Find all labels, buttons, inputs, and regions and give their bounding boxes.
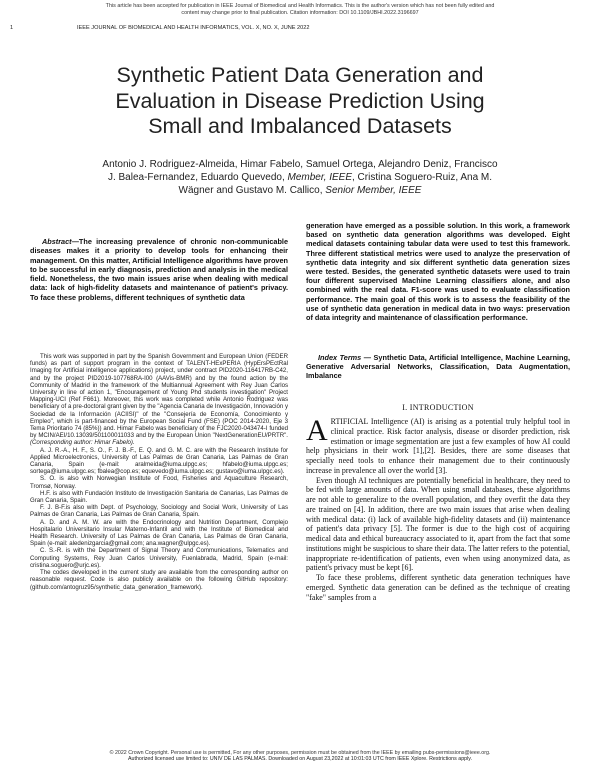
page-number: 1: [10, 25, 14, 31]
index-terms-label: Index Terms: [318, 353, 362, 362]
senior-member-ieee: Senior Member, IEEE: [325, 185, 422, 196]
authors-line3: [50, 184, 550, 197]
corresponding-author: (Corresponding author: Himar Fabelo).: [30, 439, 135, 447]
intro-paragraph-1-text: RTIFICIAL Intelligence (AI) is arising as a potential truly helpful tool in clinical practice. Risk factor analysis, disease or disorder prediction, risk estimation or image segmentation are just a few examples of how AI could help physicians in their work [1],[2]. Besides, there are some diseases that specially need tools to enhance their management due to their continuously increase in prevalence all over the world [3].: [306, 417, 570, 475]
section-heading-introduction: I. INTRODUCTION: [402, 403, 474, 412]
abstract-text-left: —The increasing prevalence of chronic non-communicable diseases makes it a priority to develop tools for enhancing their management. On this matter, Artificial Intelligence algorithms have proven to be successful in early diagnosis, prediction and analysis in the medical field. Nonetheless, the two main issues arise when dealing with medical data: lack of high-fidelity datasets and maintenance of patient's privacy. To face these problems, different techniques of synthetic data: [30, 237, 288, 302]
abstract-label: Abstract: [42, 237, 72, 246]
authors-line2: [50, 171, 550, 184]
abstract-text-right: generation have emerged as a possible solution. In this work, a framework based on synthetic data generation algorithms was developed. Eight medical datasets containing tabular data were used to test this framework. Three different statistical metrics were used to analyze the preservation of synthetic data integrity and six different synthetic data generation sizes were tested. Besides, the generated synthetic datasets were used to train four different supervised Machine Learning classifiers alone, and also combined with the real data. F1-score was used to evaluate classification performance. The main goal of this work is to assess the feasibility of the use of synthetic data generation in medical data in two ways: preservation of data integrity and maintenance of classification performance.: [306, 221, 570, 323]
affiliation-6: C. S.-R. is with the Department of Signal Theory and Communications, Telematics and Computing Systems, Rey Juan Carlos University, Fuenlabrada, Madrid, Spain (e-mail: cristina.soguero@urjc.es).: [30, 547, 288, 569]
authors-line3-a: Wägner and Gustavo M. Callico,: [178, 185, 326, 196]
intro-paragraph-2: Even though AI techniques are potentially beneficial in healthcare, they need to be fed with large amounts of data. When using small databases, these algorithms are not able to generalize to the overall population, and they overfit the data they are trained on [4]. In addition, there are two main issues that arise when dealing with medical data: (i) lack of available high-fidelity datasets and (ii) maintenance of patient's data privacy [5]. The former is due to the high cost of acquiring medical data and ethical bureaucracy associated to it, apart from the fact that some institutions might be suspicious to share their data. The latter refers to the potential, inappropriate re-identification of patients, even when using anonymized data, as patient's privacy must be kept [6].: [306, 475, 570, 573]
drop-cap: A: [306, 414, 328, 447]
abstract-right: [306, 221, 570, 322]
authors-line1: Antonio J. Rodriguez-Almeida, Himar Fabelo, Samuel Ortega, Alejandro Deniz, Francisco: [102, 159, 498, 170]
affiliation-1: A. J. R.-A., H. F., S. O., F. J. B.-F., E. Q. and G. M. C. are with the Research Institute for Applied Microelectronics, University of Las Palmas de Gran Canaria, Las Palmas de Gran Canaria, Spain (e-mail: aralmeida@iuma.ulpgc.es; hfabelo@iuma.ulpgc.es; sortega@iuma.ulpgc.es; fbalea@cop.es; equevedo@iuma.ulpgc.es; gustavo@iuma.ulpgc.es).: [30, 446, 288, 476]
prepublication-notice-line1: This article has been accepted for publication in IEEE Journal of Biomedical and Health Informatics. This is the author's version which has not been fully edited and: [105, 3, 495, 9]
abstract-left: [30, 237, 288, 302]
index-terms-text: — Synthetic Data, Artificial Intelligence, Machine Learning, Generative Adversarial Networks, Classification, Data Augmentation, Imbalance: [306, 353, 570, 381]
code-availability: The codes developed in the current study are available from the corresponding author on reasonable request. Code is also publicly available on the following GitHub repository: (github.com/antogruz95/synthetic_data_generation_framework).: [30, 569, 288, 591]
page-footer: [0, 750, 600, 763]
title-line2: Evaluation in Disease Prediction Using: [115, 88, 485, 113]
affiliation-3: H.F. is also with Fundación Instituto de Investigación Sanitaria de Canarias, Las Palmas de Gran Canaria, Spain.: [30, 489, 288, 505]
copyright-line: © 2022 Crown Copyright. Personal use is permitted, For any other purposes, permission must be obtained from the IEEE by emailing pubs-permissions@ieee.org.: [109, 750, 491, 756]
funding-text: This work was supported in part by the Spanish Government and European Union (FEDER funds) as part of support program in the context of TALENT-HExPERIA (HypErsPEctRal Imaging for Artificial intelligence applications) project, under contract PID2020-116417RB-C42, and by the project PID2019-107768RA-I00 (AAVis-BMR) and by the found action by the Community of Madrid in the framework of the Multiannual Agreement with Rey Juan Carlos University in line of action 1, "Encouragement of Young Phd students investigation" Project Mapping-UCI (Ref F661). Moreover, this work was completed while Antonio Rodriguez was beneficiary of a pre-doctoral grant given by the "Agencia Canaria de Investigación, Innovación y Sociedad de la Información (ACIISI)" of the "Consejería de Economía, Conocimiento y Empleo", which is part-financed by the European Social Fund (FSE) (POC 2014-2020, Eje 3 Tema Prioritario 74 (85%)) and. Himar Fabelo was beneficiary of the FJC2020-043474-I funded by MCIN/AEI/10.13039/501100011033 and by the European Union "NextGenerationEU/PRTR".: [30, 353, 288, 440]
intro-paragraph-3: To face these problems, different synthetic data generation techniques have emerged. Synthetic data generation can be defined as the technique of creating "fake" samples from a: [306, 573, 570, 602]
index-terms: [306, 353, 570, 381]
member-ieee: Member, IEEE: [287, 172, 352, 183]
funding-paragraph: [30, 353, 288, 447]
introduction-body: [306, 414, 570, 602]
authors-line2-b: , Cristina Soguero-Ruiz, Ana M.: [351, 172, 493, 183]
affiliation-5: A. D. and A. M. W. are with the Endocrinology and Nutrition Department, Complejo Hospitalario Universitario Insular Materno-Infantil and with the Institute of Biomedical and Health Research. University of Las Palmas de Gran Canaria, Las Palmas de Gran Canaria, Spain (e-mail: aledenizgarcia@gmail.com; ana.wagner@ulpgc.es).: [30, 518, 288, 548]
author-list: [50, 158, 550, 197]
intro-paragraph-1: [306, 414, 570, 476]
title-line3: Small and Imbalanced Datasets: [148, 114, 452, 138]
title-line1: Synthetic Patient Data Generation and: [116, 63, 484, 87]
journal-name: IEEE JOURNAL OF BIOMEDICAL AND HEALTH INFORMATICS, VOL. X, NO. X, JUNE 2022: [77, 25, 310, 31]
authors-line2-a: J. Balea-Fernandez, Eduardo Quevedo,: [107, 172, 288, 183]
prepublication-notice: [0, 3, 600, 18]
first-page-footnote: [30, 353, 288, 591]
affiliation-2: S. O. is also with Norwegian Institute of Food, Fisheries and Aquaculture Research, Tromsø, Norway.: [30, 475, 288, 490]
affiliation-4: F. J. B-F.is also with Dept. of Psychology, Sociology and Social Work, University of Las Palmas de Gran Canaria, Las Palmas de Gran Canaria, Spain.: [30, 504, 288, 519]
prepublication-notice-line2: content may change prior to final publication. Citation information: DOI 10.1109/JBHI.2022.3196697: [181, 10, 419, 17]
paper-title: [40, 63, 560, 140]
license-line: Authorized licensed use limited to: UNIV DE LAS PALMAS. Downloaded on August 23,2022 at 10:01:03 UTC from IEEE Xplore. Restrictions apply.: [128, 756, 472, 763]
